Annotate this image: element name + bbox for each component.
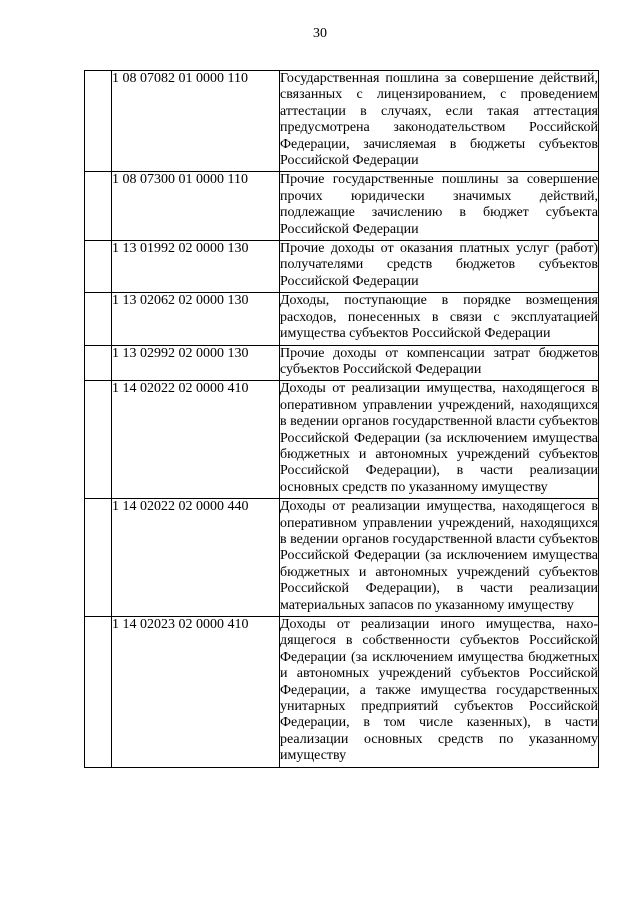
code-cell: 1 13 02992 02 0000 130	[112, 345, 280, 381]
description-cell: Доходы, поступающие в порядке возмещения расходов, понесенных в связи с эксплуатацией имущества субъектов Российской Федерации	[280, 293, 599, 345]
description-cell: Прочие государственные пошлины за совершение прочих юридически значимых действий, подлежащие зачислению в бюджет субъекта Российской Федерации	[280, 172, 599, 241]
table-row	[85, 71, 599, 172]
code-cell: 1 14 02023 02 0000 410	[112, 617, 280, 768]
table-row	[85, 381, 599, 499]
page-number: 30	[313, 26, 327, 41]
code-cell: 1 14 02022 02 0000 410	[112, 381, 280, 499]
table-row	[85, 499, 599, 617]
empty-cell	[85, 345, 112, 381]
revenue-codes-table	[84, 70, 599, 768]
description-cell: Доходы от реализации имущества, находящегося в оперативном управлении учреждений, находящихся в ведении органов государственной власти субъектов Российской Федерации (за исключением имущества бюджетных и автономных учреждений субъектов Российской Федерации), в части реализации материальных запасов по указанному имуществу	[280, 499, 599, 617]
description-cell: Доходы от реализации иного имущества, находящегося в собственности субъектов Российской Федерации (за исключением имущества бюджетных и автономных учреждений субъектов Российской Федерации, а также имущества государственных унитарных предприятий субъектов Российской Федерации, в том числе казенных), в части реализации основных средств по указанному имуществу	[280, 617, 599, 768]
code-cell: 1 08 07300 01 0000 110	[112, 172, 280, 241]
empty-cell	[85, 172, 112, 241]
code-cell: 1 08 07082 01 0000 110	[112, 71, 280, 172]
code-cell: 1 13 01992 02 0000 130	[112, 241, 280, 293]
description-cell: Прочие доходы от компенсации затрат бюджетов субъектов Российской Федерации	[280, 345, 599, 381]
description-cell: Доходы от реализации имущества, находящегося в оперативном управлении учреждений, находящихся в ведении органов государственной власти субъектов Российской Федерации (за исключением имущества бюджетных и автономных учреждений субъектов Российской Федерации), в части реализации основных средств по указанному имуществу	[280, 381, 599, 499]
empty-cell	[85, 293, 112, 345]
empty-cell	[85, 241, 112, 293]
code-cell: 1 14 02022 02 0000 440	[112, 499, 280, 617]
table-row	[85, 345, 599, 381]
empty-cell	[85, 381, 112, 499]
table-row	[85, 293, 599, 345]
code-cell: 1 13 02062 02 0000 130	[112, 293, 280, 345]
empty-cell	[85, 499, 112, 617]
description-cell: Прочие доходы от оказания платных услуг (работ) получателями средств бюджетов субъектов Российской Федерации	[280, 241, 599, 293]
empty-cell	[85, 71, 112, 172]
empty-cell	[85, 617, 112, 768]
table-row	[85, 172, 599, 241]
table-row	[85, 241, 599, 293]
description-cell: Государственная пошлина за совершение действий, связанных с лицензированием, с проведением аттестации в случаях, если такая аттестация предусмотрена законодательством Российской Федерации, зачисляемая в бюджеты субъектов Российской Федерации	[280, 71, 599, 172]
table-row	[85, 617, 599, 768]
